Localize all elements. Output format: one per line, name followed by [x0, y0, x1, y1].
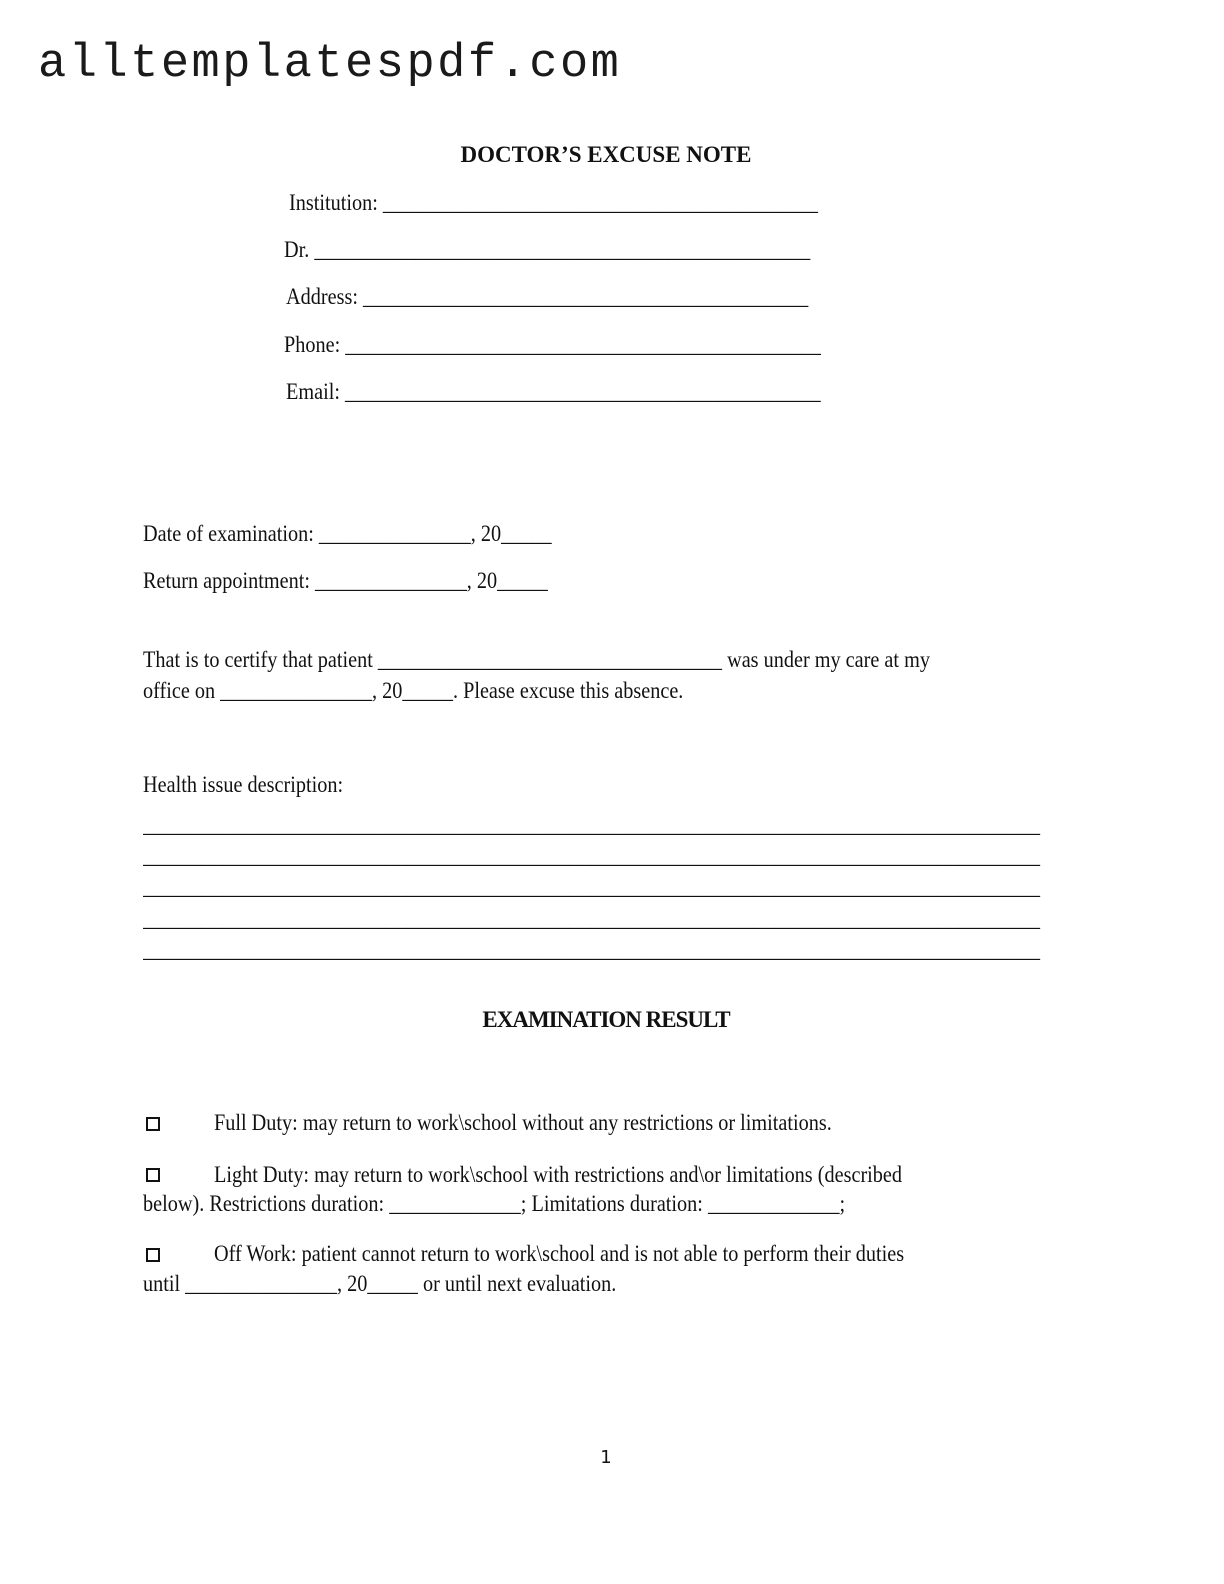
certify-statement-line-1[interactable]: That is to certify that patient __________________________________ was under my care at my: [143, 647, 930, 672]
date-of-examination-field[interactable]: Date of examination: _______________, 20_____: [143, 521, 552, 546]
certify-statement-line-2[interactable]: office on _______________, 20_____. Please excuse this absence.: [143, 678, 684, 703]
light-duty-label: Light Duty: may return to work\school with restrictions and\or limitations (described: [214, 1162, 903, 1187]
light-duty-durations[interactable]: below). Restrictions duration: _____________; Limitations duration: _____________;: [143, 1191, 846, 1216]
health-issue-line[interactable]: ______________________________________________________________________________: [143, 906, 1040, 931]
health-issue-line[interactable]: ______________________________________________________________________________: [143, 812, 1040, 837]
health-issue-line[interactable]: ______________________________________________________________________________: [143, 937, 1040, 962]
document-title: DOCTOR’S EXCUSE NOTE: [460, 142, 752, 167]
institution-field[interactable]: Institution: ___________________________________________: [289, 190, 819, 215]
health-issue-label: Health issue description:: [143, 772, 344, 797]
light-duty-checkbox[interactable]: [146, 1168, 160, 1182]
phone-field[interactable]: Phone: _______________________________________________: [284, 332, 821, 357]
doctor-field[interactable]: Dr. _________________________________________________: [284, 237, 811, 262]
examination-result-title: EXAMINATION RESULT: [482, 1007, 730, 1032]
email-field[interactable]: Email: _______________________________________________: [286, 379, 821, 404]
health-issue-line[interactable]: ______________________________________________________________________________: [143, 874, 1040, 899]
page-number: 1: [600, 1447, 612, 1468]
return-appointment-field[interactable]: Return appointment: _______________, 20_____: [143, 568, 548, 593]
watermark: alltemplatespdf.com: [38, 38, 622, 91]
off-work-label: Off Work: patient cannot return to work\school and is not able to perform their duties: [214, 1241, 905, 1266]
full-duty-checkbox[interactable]: [146, 1117, 160, 1131]
full-duty-label: Full Duty: may return to work\school without any restrictions or limitations.: [214, 1110, 832, 1135]
address-field[interactable]: Address: ____________________________________________: [286, 284, 809, 309]
off-work-until-field[interactable]: until _______________, 20_____ or until next evaluation.: [143, 1271, 617, 1296]
health-issue-line[interactable]: ______________________________________________________________________________: [143, 843, 1040, 868]
off-work-checkbox[interactable]: [146, 1248, 160, 1262]
